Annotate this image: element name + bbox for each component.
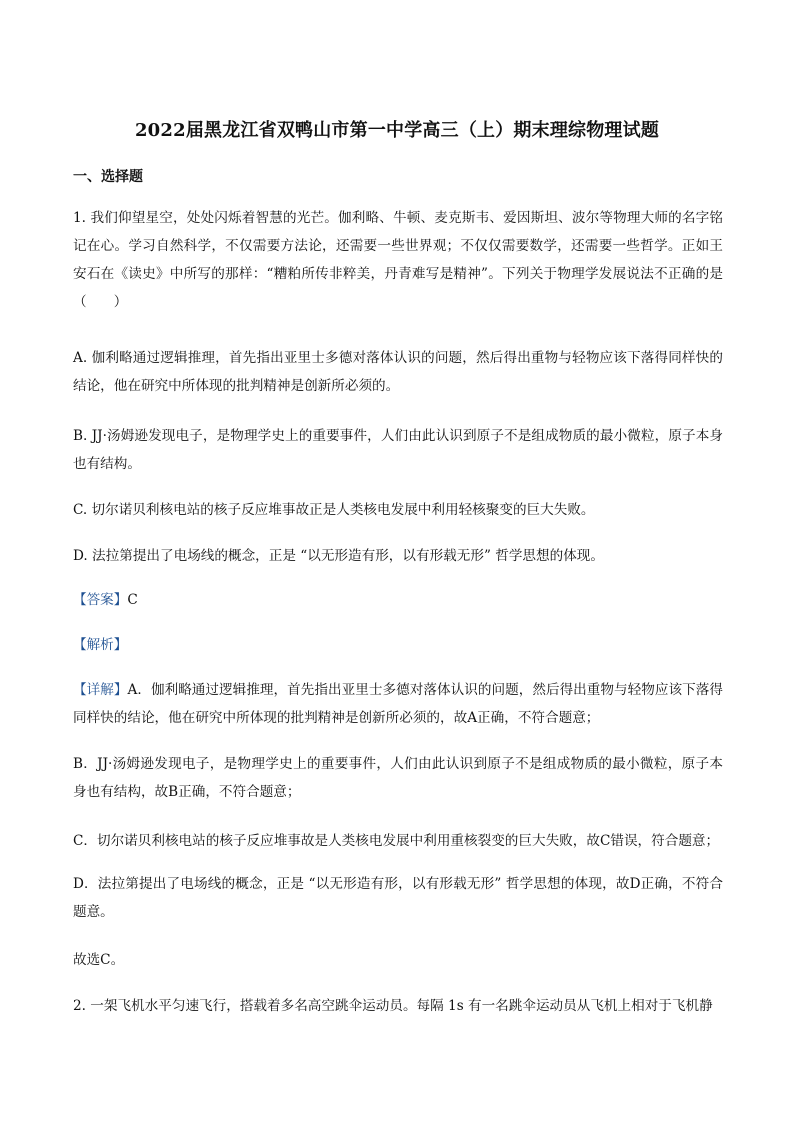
conclusion: 故选C。 — [73, 952, 125, 968]
answer-line — [73, 586, 723, 614]
detail-tag: 【详解】 — [73, 682, 128, 698]
analysis-tag: 【解析】 — [73, 637, 128, 653]
question-1-stem: 1. 我们仰望星空，处处闪烁着智慧的光芒。伽利略、牛顿、麦克斯韦、爱因斯坦、波尔等物理大师的名字铭记在心。学习自然科学，不仅需要方法论，还需要一些世界观；不仅仅需要数学，还需要一些哲学。正如王安石在《读史》中所写的那样：“糟粕所传非粹美，丹青难写是精神”。下列关于物理学发展说法不正确的是（ ） — [73, 210, 723, 310]
question-1-option-b: B. JJ·汤姆逊发现电子，是物理学史上的重要事件，人们由此认识到原子不是组成物质的最小微粒，原子本身也有结构。 — [73, 428, 723, 472]
question-1-option-c: C. 切尔诺贝利核电站的核子反应堆事故正是人类核电发展中利用轻核聚变的巨大失败。 — [73, 502, 595, 518]
analysis-line — [73, 631, 723, 659]
document-title: 2022届黑龙江省双鸭山市第一中学高三（上）期末理综物理试题 — [134, 120, 660, 141]
detail-a — [73, 676, 723, 732]
detail-c: C．切尔诺贝利核电站的核子反应堆事故是人类核电发展中利用重核裂变的巨大失败，故C错误，符合题意； — [73, 833, 720, 849]
detail-b: B．JJ·汤姆逊发现电子，是物理学史上的重要事件，人们由此认识到原子不是组成物质的最小微粒，原子本身也有结构，故B正确，不符合题意； — [73, 756, 723, 800]
detail-d: D．法拉第提出了电场线的概念，正是 “以无形造有形，以有形载无形” 哲学思想的体现，故D正确，不符合题意。 — [73, 876, 723, 920]
question-2-stem: 2. 一架飞机水平匀速飞行，搭载着多名高空跳伞运动员。每隔 1s 有一名跳伞运动员从飞机上相对于飞机静 — [73, 998, 713, 1014]
detail-a-text: A．伽利略通过逻辑推理，首先指出亚里士多德对落体认识的问题，然后得出重物与轻物应该下落得同样快的结论，他在研究中所体现的批判精神是创新所必须的，故A正确，不符合题意； — [73, 682, 723, 726]
answer-value: C — [127, 592, 138, 608]
question-1-option-a: A. 伽利略通过逻辑推理，首先指出亚里士多德对落体认识的问题，然后得出重物与轻物应该下落得同样快的结论，他在研究中所体现的批判精神是创新所必须的。 — [73, 350, 723, 394]
section-heading: 一、选择题 — [73, 169, 143, 185]
answer-tag: 【答案】 — [73, 592, 128, 608]
question-1-option-d: D. 法拉第提出了电场线的概念，正是 “以无形造有形，以有形载无形” 哲学思想的体现。 — [73, 548, 604, 564]
